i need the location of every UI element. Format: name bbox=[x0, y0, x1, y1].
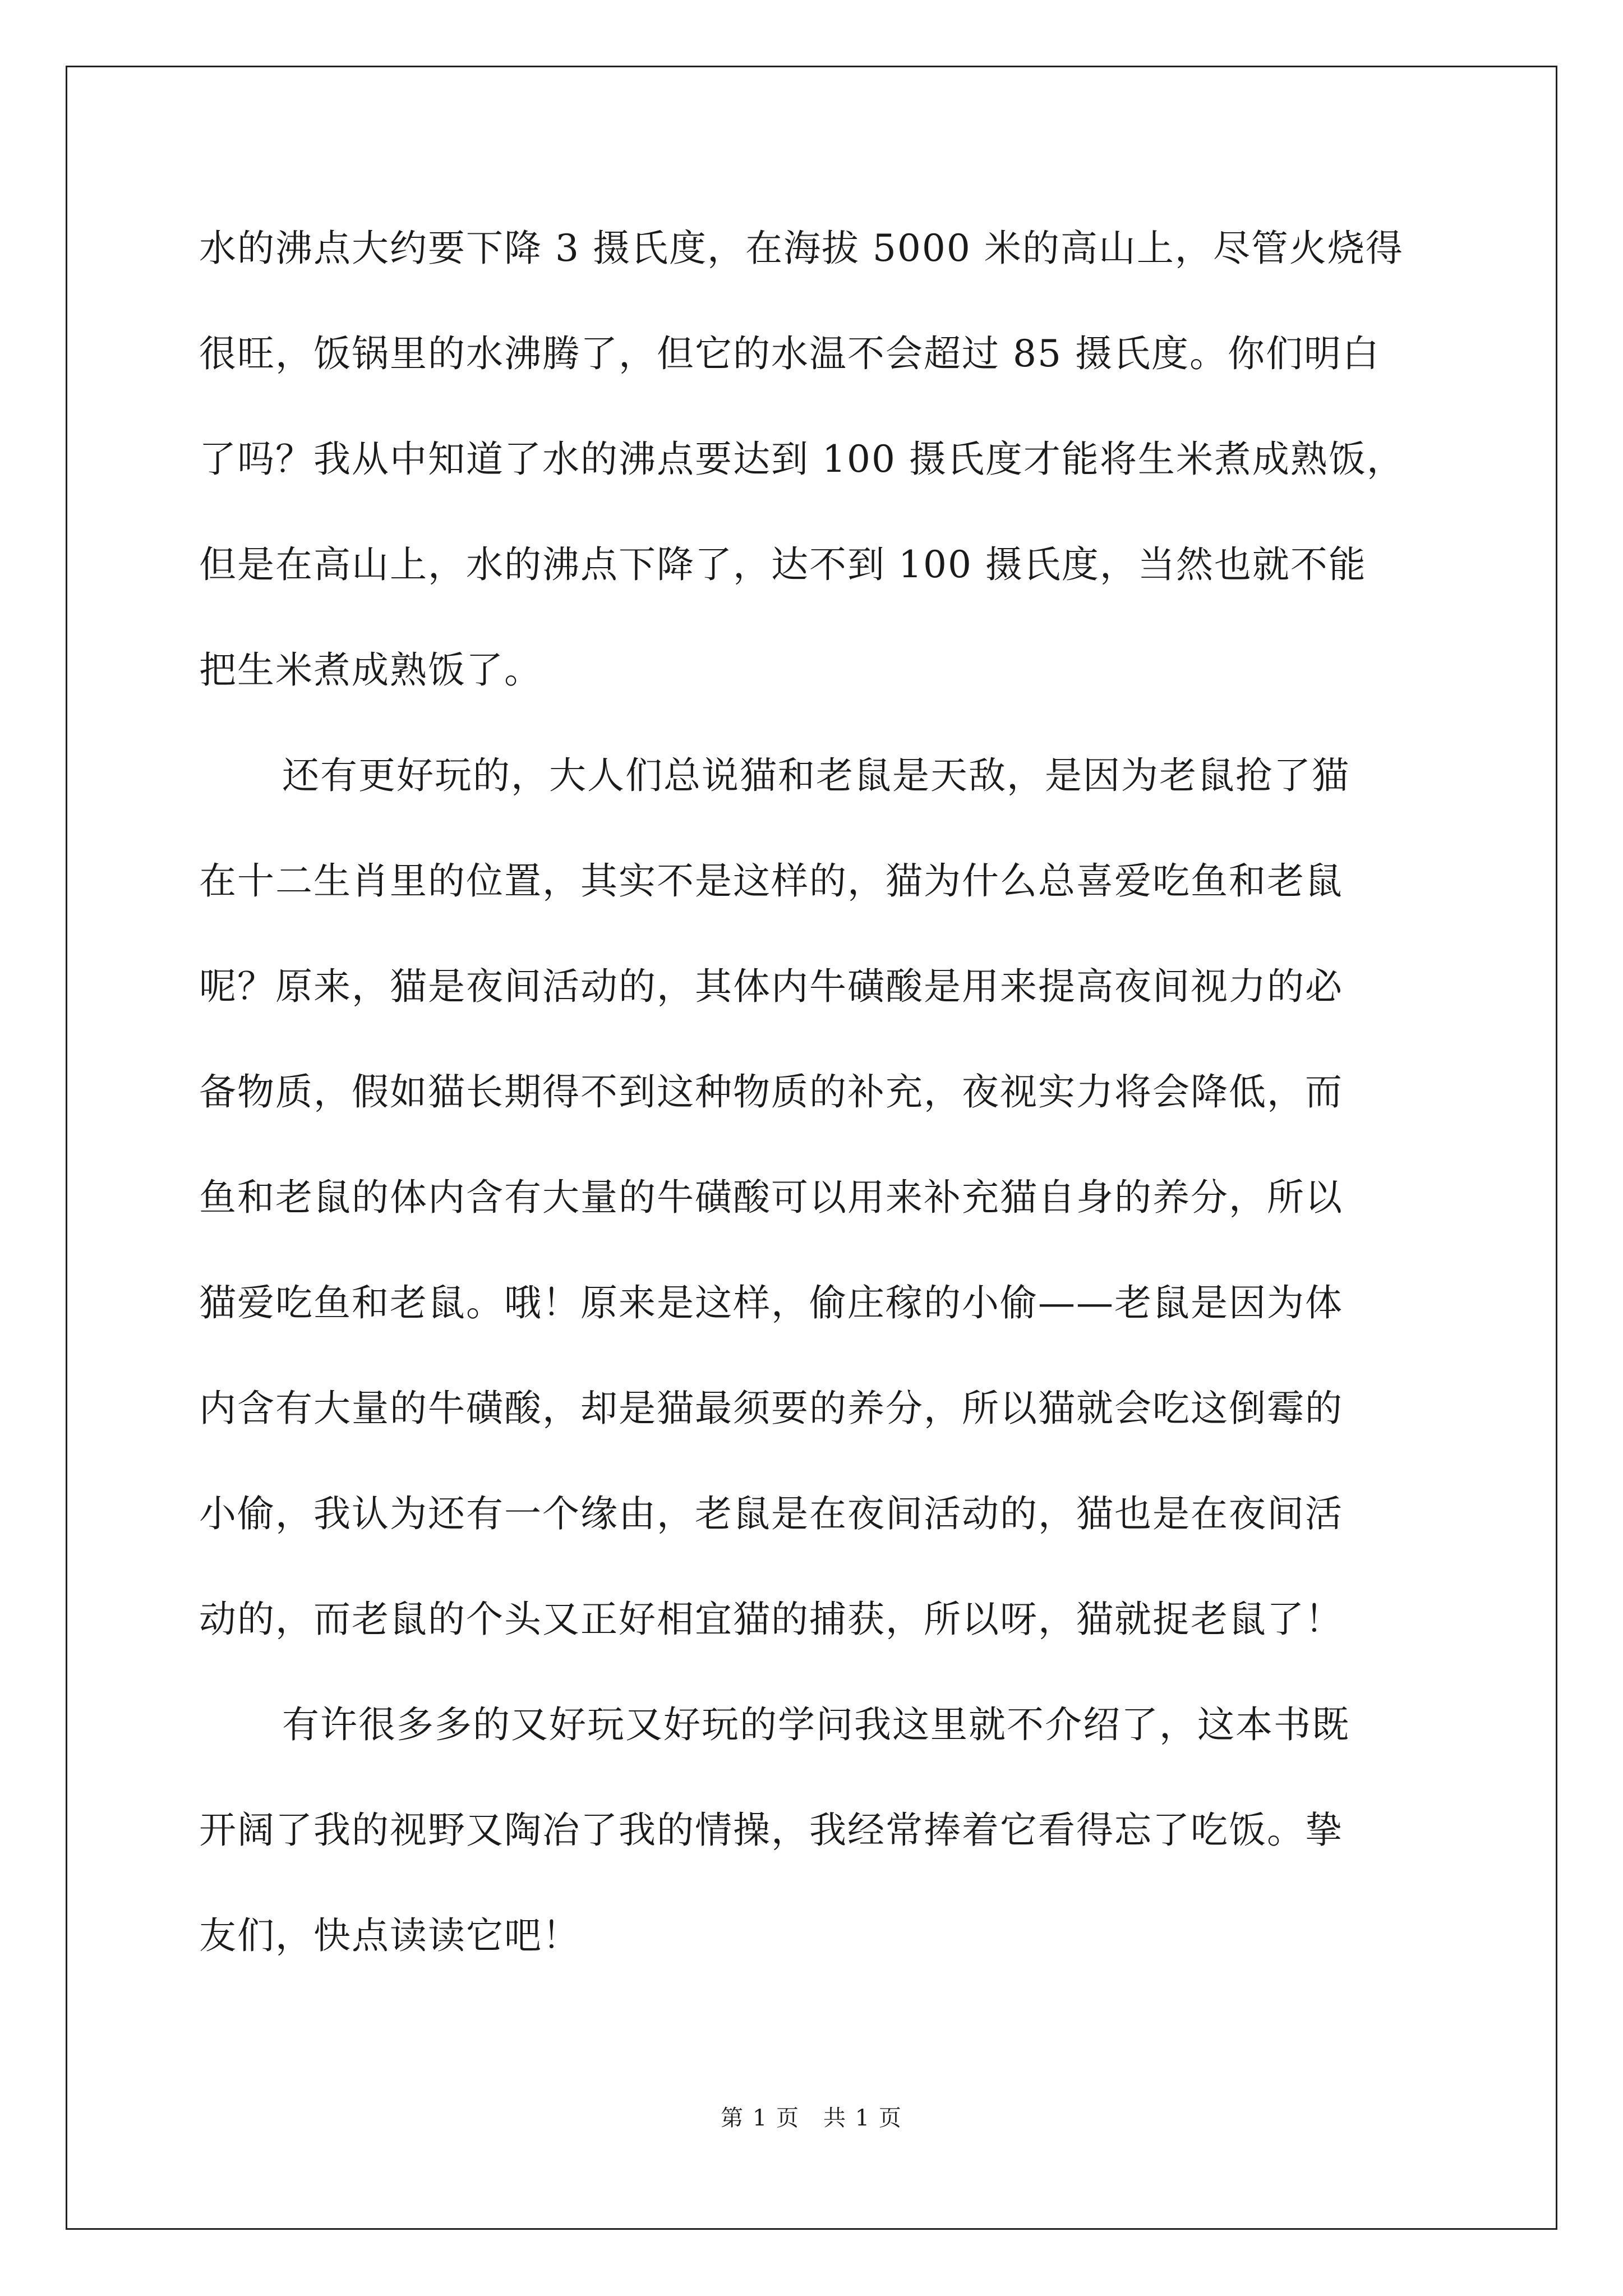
text-line: 呢？原来，猫是夜间活动的，其体内牛磺酸是用来提高夜间视力的必 bbox=[199, 965, 1343, 1008]
text-line: 很旺，饭锅里的水沸腾了，但它的水温不会超过 85 摄氏度。你们明白 bbox=[199, 332, 1380, 375]
text-line: 友们，快点读读它吧！ bbox=[199, 1914, 580, 1957]
paragraph-first-line: 还有更好玩的，大人们总说猫和老鼠是天敌，是因为老鼠抢了猫 bbox=[282, 754, 1350, 797]
text-line: 开阔了我的视野又陶冶了我的情操，我经常捧着它看得忘了吃饭。挚 bbox=[199, 1809, 1343, 1852]
text-line: 内含有大量的牛磺酸，却是猫最须要的养分，所以猫就会吃这倒霉的 bbox=[199, 1387, 1343, 1430]
text-line: 把生米煮成熟饭了。 bbox=[199, 648, 542, 692]
text-line: 在十二生肖里的位置，其实不是这样的，猫为什么总喜爱吃鱼和老鼠 bbox=[199, 859, 1343, 903]
page-number-footer: 第 1 页 共 1 页 bbox=[721, 2105, 902, 2131]
document-body bbox=[199, 210, 1427, 2003]
text-line: 动的，而老鼠的个头又正好相宜猫的捕获，所以呀，猫就捉老鼠了！ bbox=[199, 1598, 1343, 1641]
text-line: 水的沸点大约要下降 3 摄氏度，在海拔 5000 米的高山上，尽管火烧得 bbox=[199, 227, 1404, 270]
text-line: 猫爱吃鱼和老鼠。哦！原来是这样，偷庄稼的小偷——老鼠是因为体 bbox=[199, 1281, 1343, 1324]
text-line: 鱼和老鼠的体内含有大量的牛磺酸可以用来补充猫自身的养分，所以 bbox=[199, 1176, 1343, 1219]
text-line: 小偷，我认为还有一个缘由，老鼠是在夜间活动的，猫也是在夜间活 bbox=[199, 1492, 1343, 1535]
paragraph-first-line: 有许很多多的又好玩又好玩的学问我这里就不介绍了，这本书既 bbox=[282, 1703, 1350, 1746]
text-line: 了吗？我从中知道了水的沸点要达到 100 摄氏度才能将生米煮成熟饭， bbox=[199, 438, 1405, 481]
text-line: 但是在高山上，水的沸点下降了，达不到 100 摄氏度，当然也就不能 bbox=[199, 543, 1367, 586]
text-line: 备物质，假如猫长期得不到这种物质的补充，夜视实力将会降低，而 bbox=[199, 1070, 1343, 1114]
